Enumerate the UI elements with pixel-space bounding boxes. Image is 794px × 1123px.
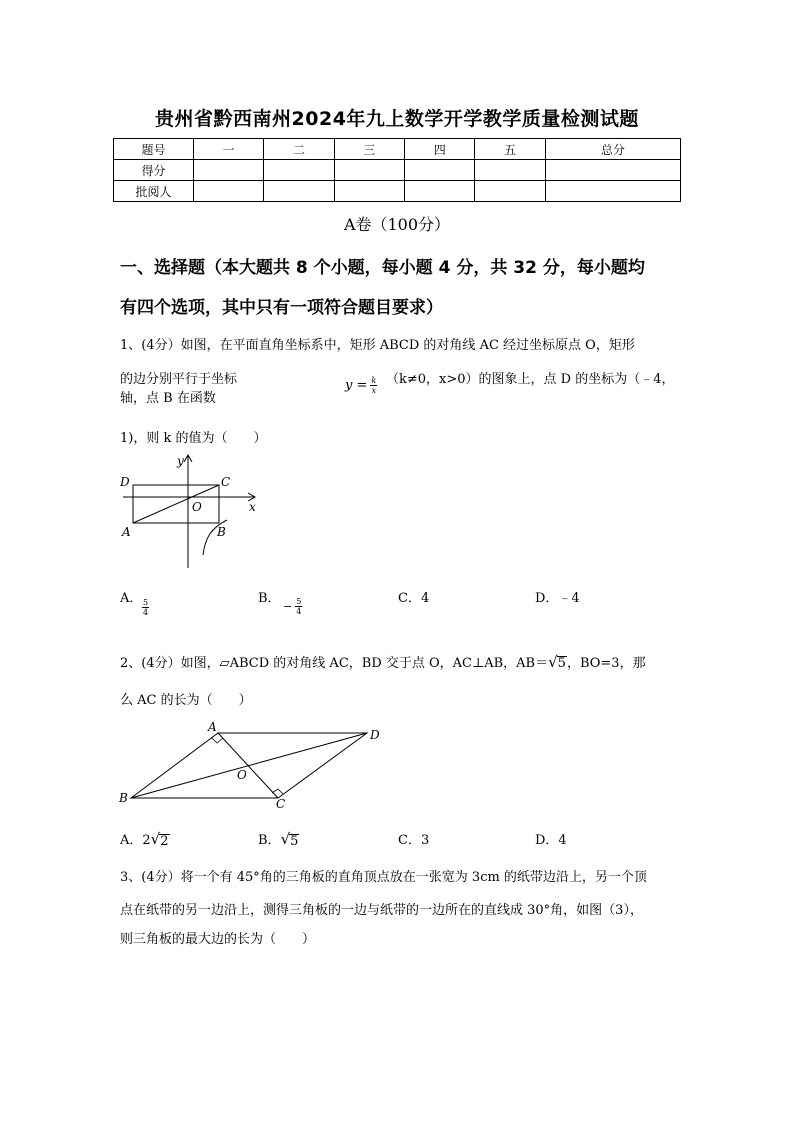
q1-figure [115, 450, 275, 575]
q3-line3: 则三角板的最大边的长为（ ） [120, 932, 316, 947]
table-cell [545, 160, 680, 181]
diagonal-ac [218, 733, 278, 798]
label-o: O [192, 500, 202, 514]
table-cell [334, 181, 404, 202]
label-a: A [122, 525, 131, 539]
table-cell [405, 181, 475, 202]
q2-line1a: 2、(4分）如图，▱ABCD 的对角线 AC，BD 交于点 O，AC⊥AB，AB＝ [120, 656, 549, 671]
fraction-denominator: 4 [143, 608, 149, 617]
label-c: C [276, 797, 286, 810]
function-lhs: y = [345, 378, 368, 393]
q2-option-c: C．3 [398, 833, 430, 848]
score-table-row [114, 181, 681, 202]
table-cell: 总分 [545, 139, 680, 160]
score-table-header-row [114, 139, 681, 160]
table-cell [475, 181, 545, 202]
minus-sign: − [283, 600, 293, 613]
table-cell: 一 [194, 139, 264, 160]
fraction-numerator: 5 [296, 597, 302, 606]
function-fraction [370, 376, 377, 395]
table-cell [334, 160, 404, 181]
diagonal-ac [133, 485, 219, 523]
label-a: A [208, 720, 217, 734]
fraction-numerator: 5 [143, 598, 149, 607]
sqrt-expression: √5 [548, 653, 566, 671]
table-cell [264, 181, 334, 202]
q1-function [345, 376, 377, 395]
q2-figure [115, 718, 385, 810]
q1-option-c: C．4 [398, 591, 430, 606]
label-b: B [217, 525, 226, 539]
q1-line1: 1、(4分）如图，在平面直角坐标系中，矩形 ABCD 的对角线 AC 经过坐标原点 O，矩形 [120, 338, 635, 353]
radicand: 5 [290, 834, 299, 849]
radicand: 5 [557, 656, 566, 671]
section-heading-line1: 一、选择题（本大题共 8 个小题，每小题 4 分，共 32 分，每小题均 [120, 258, 645, 278]
option-fraction [142, 598, 149, 617]
right-angle-mark-a [212, 738, 223, 743]
table-cell: 得分 [114, 160, 194, 181]
label-o: O [237, 768, 247, 782]
score-table-row [114, 160, 681, 181]
volume-heading: A卷（100分） [343, 215, 451, 234]
q3-line1: 3、(4分）将一个有 45°角的三角板的直角顶点放在一张宽为 3cm 的纸带边沿上，另一个顶 [120, 870, 647, 885]
table-cell [405, 160, 475, 181]
q1-line2a: 的边分别平行于坐标轴，点 B 在函数 [120, 372, 238, 406]
q1-line3: 1)，则 k 的值为（ ） [120, 431, 267, 446]
label-x: x [249, 500, 256, 514]
fraction-numerator: k [371, 376, 377, 385]
table-cell [264, 160, 334, 181]
q2-line1 [120, 652, 690, 671]
q1-option-a [120, 587, 142, 606]
label-y: y [177, 454, 184, 468]
q1-option-d: D．﹣4 [535, 591, 580, 606]
q2-line2: 么 AC 的长为（ ） [120, 693, 252, 708]
q2-option-a [120, 829, 170, 848]
table-cell [194, 160, 264, 181]
diagonal-bd [131, 733, 367, 798]
table-cell: 四 [405, 139, 475, 160]
table-cell: 五 [475, 139, 545, 160]
score-table [113, 138, 681, 202]
fraction-denominator: x [371, 386, 377, 395]
option-label: B． [258, 591, 281, 606]
table-cell: 题号 [114, 139, 194, 160]
q2-option-b [258, 829, 299, 848]
table-cell [475, 160, 545, 181]
q1-option-a-value [142, 597, 149, 617]
label-c: C [221, 475, 231, 489]
option-label: A．2 [120, 833, 151, 848]
sqrt-sign: √ [150, 830, 161, 848]
q2-line1b: ，BO=3，那 [566, 656, 646, 671]
option-fraction [295, 597, 302, 616]
page-title: 贵州省黔西南州2024年九上数学开学教学质量检测试题 [155, 108, 639, 130]
q1-line2b: （k≠0，x>0）的图象上，点 D 的坐标为（﹣4， [386, 372, 675, 387]
option-label: A． [120, 591, 143, 606]
table-cell [194, 181, 264, 202]
label-b: B [119, 791, 128, 805]
table-cell: 二 [264, 139, 334, 160]
section-heading-line2: 有四个选项，其中只有一项符合题目要求） [120, 298, 443, 318]
q3-line2: 点在纸带的另一边沿上，测得三角板的一边与纸带的一边所在的直线成 30°角，如图（3）， [120, 903, 643, 918]
option-label: B． [258, 833, 281, 848]
table-cell: 三 [334, 139, 404, 160]
table-cell: 批阅人 [114, 181, 194, 202]
radicand: 2 [160, 834, 169, 849]
sqrt-sign: √ [280, 830, 291, 848]
label-d: D [120, 475, 130, 489]
label-d: D [370, 728, 380, 742]
q1-option-b [258, 587, 281, 606]
fraction-denominator: 4 [296, 607, 302, 616]
q2-option-d: D．4 [535, 833, 567, 848]
q1-option-b-value [283, 597, 302, 616]
table-cell [545, 181, 680, 202]
